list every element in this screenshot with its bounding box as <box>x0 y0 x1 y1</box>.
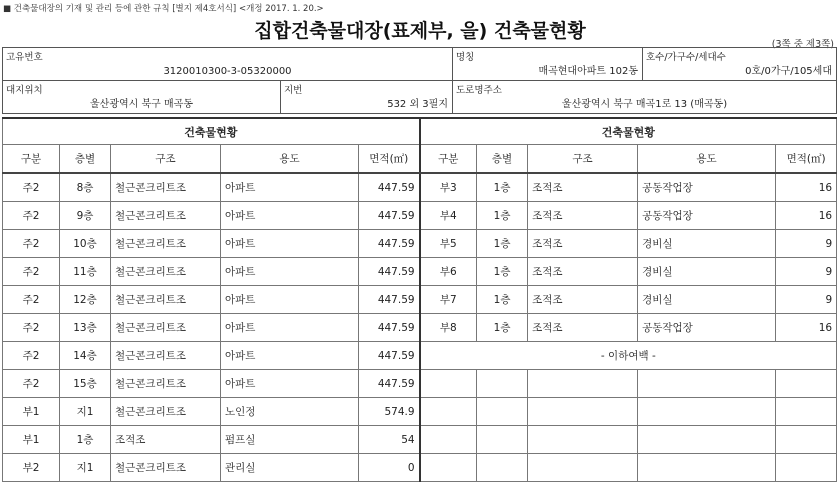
left-cell-structure: 철근콘크리트조 <box>111 454 221 482</box>
right-cell-use: 공동작업장 <box>638 173 776 202</box>
right-cell-floor: 1층 <box>477 286 528 314</box>
right-empty-cell <box>776 398 837 426</box>
left-cell-structure: 철근콘크리트조 <box>111 286 221 314</box>
table-row <box>3 342 837 370</box>
column-header-row <box>3 145 837 174</box>
col-header-area: 면적(㎡) <box>359 145 420 174</box>
right-cell-type: 부7 <box>420 286 477 314</box>
table-row <box>3 454 837 482</box>
table-row <box>3 173 837 202</box>
right-cell-area: 16 <box>776 314 837 342</box>
right-empty-cell <box>420 398 477 426</box>
lot-cell <box>281 81 453 114</box>
right-empty-cell <box>528 370 638 398</box>
table-row <box>3 202 837 230</box>
left-cell-structure: 철근콘크리트조 <box>111 173 221 202</box>
left-cell-area: 447.59 <box>359 342 420 370</box>
lot-label: 지번 <box>284 85 303 96</box>
lot-value: 532 외 3필지 <box>387 99 448 110</box>
site-location-value: 울산광역시 북구 매곡동 <box>90 99 193 110</box>
left-cell-type: 주2 <box>3 342 60 370</box>
right-empty-cell <box>776 454 837 482</box>
right-empty-cell <box>638 454 776 482</box>
right-empty-cell <box>477 454 528 482</box>
remainder-note: - 이하여백 - <box>420 342 837 370</box>
right-empty-cell <box>776 426 837 454</box>
left-cell-floor: 10층 <box>60 230 111 258</box>
road-address-cell <box>453 81 837 114</box>
left-cell-use: 아파트 <box>221 286 359 314</box>
right-empty-cell <box>638 370 776 398</box>
building-name-value: 매곡현대아파트 102동 <box>538 66 638 77</box>
left-cell-floor: 9층 <box>60 202 111 230</box>
table-row <box>3 426 837 454</box>
left-cell-area: 447.59 <box>359 202 420 230</box>
right-empty-cell <box>477 398 528 426</box>
right-empty-cell <box>776 370 837 398</box>
right-cell-floor: 1층 <box>477 173 528 202</box>
table-row <box>3 230 837 258</box>
left-cell-area: 447.59 <box>359 258 420 286</box>
page-title: 집합건축물대장(표제부, 을) 건축물현황 <box>254 20 586 42</box>
left-cell-floor: 1층 <box>60 426 111 454</box>
right-cell-area: 16 <box>776 173 837 202</box>
right-cell-type: 부6 <box>420 258 477 286</box>
units-cell <box>643 48 837 81</box>
right-cell-type: 부8 <box>420 314 477 342</box>
right-cell-area: 9 <box>776 286 837 314</box>
col-header-floor: 층별 <box>60 145 111 174</box>
left-cell-structure: 철근콘크리트조 <box>111 314 221 342</box>
left-cell-area: 447.59 <box>359 230 420 258</box>
left-cell-structure: 조적조 <box>111 426 221 454</box>
left-cell-structure: 철근콘크리트조 <box>111 398 221 426</box>
left-cell-floor: 13층 <box>60 314 111 342</box>
info-row-2 <box>2 80 837 114</box>
right-empty-cell <box>420 426 477 454</box>
left-cell-type: 부2 <box>3 454 60 482</box>
left-cell-area: 447.59 <box>359 173 420 202</box>
left-cell-use: 아파트 <box>221 258 359 286</box>
left-cell-floor: 12층 <box>60 286 111 314</box>
right-cell-type: 부4 <box>420 202 477 230</box>
left-cell-structure: 철근콘크리트조 <box>111 258 221 286</box>
right-empty-cell <box>477 426 528 454</box>
table-row <box>3 398 837 426</box>
unique-no-label: 고유번호 <box>6 52 43 63</box>
left-cell-use: 펌프실 <box>221 426 359 454</box>
left-cell-area: 574.9 <box>359 398 420 426</box>
info-row-1 <box>2 47 837 81</box>
table-row <box>3 258 837 286</box>
left-cell-use: 아파트 <box>221 202 359 230</box>
col-header-floor: 층별 <box>477 145 528 174</box>
right-empty-cell <box>420 370 477 398</box>
right-cell-structure: 조적조 <box>528 230 638 258</box>
left-cell-type: 주2 <box>3 230 60 258</box>
left-cell-floor: 8층 <box>60 173 111 202</box>
units-label: 호수/가구수/세대수 <box>646 52 726 63</box>
right-cell-floor: 1층 <box>477 314 528 342</box>
section-title-left: 건축물현황 <box>3 118 420 145</box>
building-status-table <box>2 117 837 482</box>
section-title-right: 건축물현황 <box>420 118 837 145</box>
col-header-type: 구분 <box>3 145 60 174</box>
road-address-label: 도로명주소 <box>456 85 502 96</box>
right-cell-structure: 조적조 <box>528 258 638 286</box>
right-cell-use: 경비실 <box>638 258 776 286</box>
left-cell-structure: 철근콘크리트조 <box>111 370 221 398</box>
col-header-area: 면적(㎡) <box>776 145 837 174</box>
left-cell-structure: 철근콘크리트조 <box>111 230 221 258</box>
table-row <box>3 286 837 314</box>
units-value: 0호/0가구/105세대 <box>745 66 832 77</box>
right-cell-area: 9 <box>776 230 837 258</box>
right-cell-floor: 1층 <box>477 230 528 258</box>
left-cell-type: 주2 <box>3 258 60 286</box>
right-cell-area: 9 <box>776 258 837 286</box>
right-empty-cell <box>638 426 776 454</box>
unique-no-value: 3120010300-3-05320000 <box>163 66 292 77</box>
right-empty-cell <box>528 426 638 454</box>
col-header-use: 용도 <box>221 145 359 174</box>
col-header-structure: 구조 <box>111 145 221 174</box>
right-cell-type: 부3 <box>420 173 477 202</box>
col-header-structure: 구조 <box>528 145 638 174</box>
right-cell-structure: 조적조 <box>528 173 638 202</box>
left-cell-use: 관리실 <box>221 454 359 482</box>
left-cell-area: 0 <box>359 454 420 482</box>
left-cell-type: 주2 <box>3 370 60 398</box>
left-cell-use: 아파트 <box>221 230 359 258</box>
left-cell-floor: 지1 <box>60 454 111 482</box>
right-cell-use: 공동작업장 <box>638 202 776 230</box>
building-name-label: 명칭 <box>456 52 475 63</box>
road-address-value: 울산광역시 북구 매곡1로 13 (매곡동) <box>561 99 728 110</box>
col-header-type: 구분 <box>420 145 477 174</box>
right-empty-cell <box>420 454 477 482</box>
left-cell-floor: 11층 <box>60 258 111 286</box>
left-cell-type: 부1 <box>3 398 60 426</box>
right-cell-area: 16 <box>776 202 837 230</box>
unique-no-cell <box>3 48 453 81</box>
section-title-row <box>3 118 837 145</box>
col-header-use: 용도 <box>638 145 776 174</box>
left-cell-area: 447.59 <box>359 286 420 314</box>
right-cell-floor: 1층 <box>477 202 528 230</box>
left-cell-area: 54 <box>359 426 420 454</box>
right-cell-type: 부5 <box>420 230 477 258</box>
left-cell-type: 부1 <box>3 426 60 454</box>
right-cell-structure: 조적조 <box>528 286 638 314</box>
right-cell-use: 경비실 <box>638 286 776 314</box>
right-empty-cell <box>528 398 638 426</box>
left-cell-type: 주2 <box>3 173 60 202</box>
building-name-cell <box>453 48 643 81</box>
right-empty-cell <box>528 454 638 482</box>
left-cell-structure: 철근콘크리트조 <box>111 202 221 230</box>
left-cell-use: 아파트 <box>221 370 359 398</box>
left-cell-use: 노인정 <box>221 398 359 426</box>
left-cell-area: 447.59 <box>359 314 420 342</box>
right-cell-use: 공동작업장 <box>638 314 776 342</box>
table-row <box>3 314 837 342</box>
right-cell-structure: 조적조 <box>528 314 638 342</box>
left-cell-floor: 15층 <box>60 370 111 398</box>
left-cell-structure: 철근콘크리트조 <box>111 342 221 370</box>
right-empty-cell <box>477 370 528 398</box>
left-cell-use: 아파트 <box>221 342 359 370</box>
left-cell-area: 447.59 <box>359 370 420 398</box>
left-cell-type: 주2 <box>3 286 60 314</box>
left-cell-floor: 14층 <box>60 342 111 370</box>
regulation-note: ■ 건축물대장의 기재 및 관리 등에 관한 규칙 [별지 제4호서식] <개정 2017. 1. 20.> <box>3 4 324 14</box>
right-empty-cell <box>638 398 776 426</box>
left-cell-use: 아파트 <box>221 173 359 202</box>
right-cell-floor: 1층 <box>477 258 528 286</box>
left-cell-type: 주2 <box>3 202 60 230</box>
page-number: (3쪽 중 제3쪽) <box>771 39 834 50</box>
site-location-cell <box>3 81 281 114</box>
left-cell-type: 주2 <box>3 314 60 342</box>
left-cell-floor: 지1 <box>60 398 111 426</box>
right-cell-structure: 조적조 <box>528 202 638 230</box>
left-cell-use: 아파트 <box>221 314 359 342</box>
table-row <box>3 370 837 398</box>
site-location-label: 대지위치 <box>6 85 43 96</box>
right-cell-use: 경비실 <box>638 230 776 258</box>
